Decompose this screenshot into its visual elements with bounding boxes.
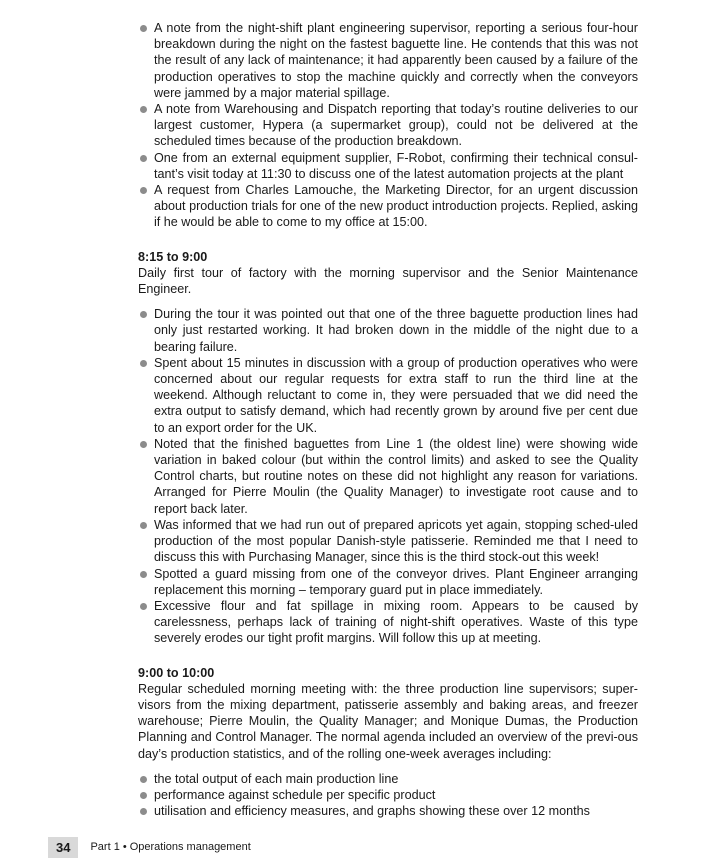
intro-bullet-list bbox=[138, 20, 638, 231]
list-item: Noted that the finished baguettes from Line 1 (the oldest line) were showing wide variation in baked colour (but within the control limits) and asked to see the Quality Control charts, but routine notes on these did not highlight any reason for variations. Arranged for Pierre Moulin (the Quality Manager) to investigate root cause and to report back later. bbox=[138, 436, 638, 517]
list-item: the total output of each main production line bbox=[138, 771, 638, 787]
page-content bbox=[138, 20, 638, 819]
list-item: Spotted a guard missing from one of the conveyor drives. Plant Engineer arranging replacement this morning – temporary guard put in place immediately. bbox=[138, 566, 638, 598]
footer-separator: • bbox=[122, 841, 127, 853]
section-intro-9-00: Regular scheduled morning meeting with: the three production line supervisors; super-visors from the mixing department, patisserie assembly and baking areas, and freezer warehouse; Pierre Moulin, the Quality Manager; and Monique Dumas, the Production Planning and Control Manager. The normal agenda included an overview of the previ-ous day’s production statistics, and of the rolling one-week averages including: bbox=[138, 681, 638, 761]
list-item: utilisation and efficiency measures, and graphs showing these over 12 months bbox=[138, 803, 638, 819]
section-heading-9-00: 9:00 to 10:00 bbox=[138, 665, 215, 680]
bullet-icon bbox=[140, 106, 147, 113]
list-item: Spent about 15 minutes in discussion with a group of production operatives who were concerned about our regular requests for extra staff to run the third line at the weekend. Although reluctant to come in, they were persuaded that we did need the extra output to satisfy demand, which had recently grown by around five per cent due to an export order for the UK. bbox=[138, 355, 638, 436]
list-item: Excessive flour and fat spillage in mixing room. Appears to be caused by carelessness, perhaps lack of training of night-shift operatives. Waste of this type severely erodes our tight profit margins. Will follow this up at meeting. bbox=[138, 598, 638, 647]
meeting-bullet-list bbox=[138, 771, 638, 820]
list-item: performance against schedule per specific product bbox=[138, 787, 638, 803]
footer-title: Operations management bbox=[129, 841, 251, 853]
bullet-icon bbox=[140, 808, 147, 815]
bullet-icon bbox=[140, 571, 147, 578]
bullet-icon bbox=[140, 311, 147, 318]
bullet-icon bbox=[140, 155, 147, 162]
bullet-icon bbox=[140, 360, 147, 367]
section-intro-8-15: Daily first tour of factory with the morning supervisor and the Senior Maintenance Engineer. bbox=[138, 265, 638, 297]
list-item: A note from Warehousing and Dispatch reporting that today’s routine deliveries to our largest customer, Hypera (a supermarket group), could not be delivered at the scheduled times because of the production breakdown. bbox=[138, 101, 638, 150]
tour-bullet-list bbox=[138, 306, 638, 646]
list-item: Was informed that we had run out of prepared apricots yet again, stopping sched-uled production of the most popular Danish-style patisserie. Reminded me that I need to discuss this with Purchasing Manager, since this is the third stock-out this week! bbox=[138, 517, 638, 566]
list-item: A request from Charles Lamouche, the Marketing Director, for an urgent discussion about production trials for one of the new product introduction projects. Replied, asking if he would be able to come to my office at 15:00. bbox=[138, 182, 638, 231]
section-heading-8-15: 8:15 to 9:00 bbox=[138, 249, 208, 264]
bullet-icon bbox=[140, 187, 147, 194]
page-footer bbox=[48, 836, 348, 858]
bullet-icon bbox=[140, 441, 147, 448]
page-number: 34 bbox=[48, 837, 78, 858]
bullet-icon bbox=[140, 522, 147, 529]
bullet-icon bbox=[140, 603, 147, 610]
bullet-icon bbox=[140, 792, 147, 799]
bullet-icon bbox=[140, 776, 147, 783]
list-item: During the tour it was pointed out that one of the three baguette production lines had only just restarted working. It had broken down in the middle of the night due to a bearing failure. bbox=[138, 306, 638, 355]
footer-part: Part 1 bbox=[90, 841, 120, 853]
bullet-icon bbox=[140, 25, 147, 32]
list-item: One from an external equipment supplier, F-Robot, confirming their technical consul-tant’s visit today at 11:30 to discuss one of the latest automation projects at the plant bbox=[138, 150, 638, 182]
list-item: A note from the night-shift plant engineering supervisor, reporting a serious four-hour breakdown during the night on the fastest baguette line. He contends that this was not the result of any lack of maintenance; it had apparently been caused by a failure of the production operatives to stop the machine quickly and correctly when the conveyors were jammed by a major material spillage. bbox=[138, 20, 638, 101]
